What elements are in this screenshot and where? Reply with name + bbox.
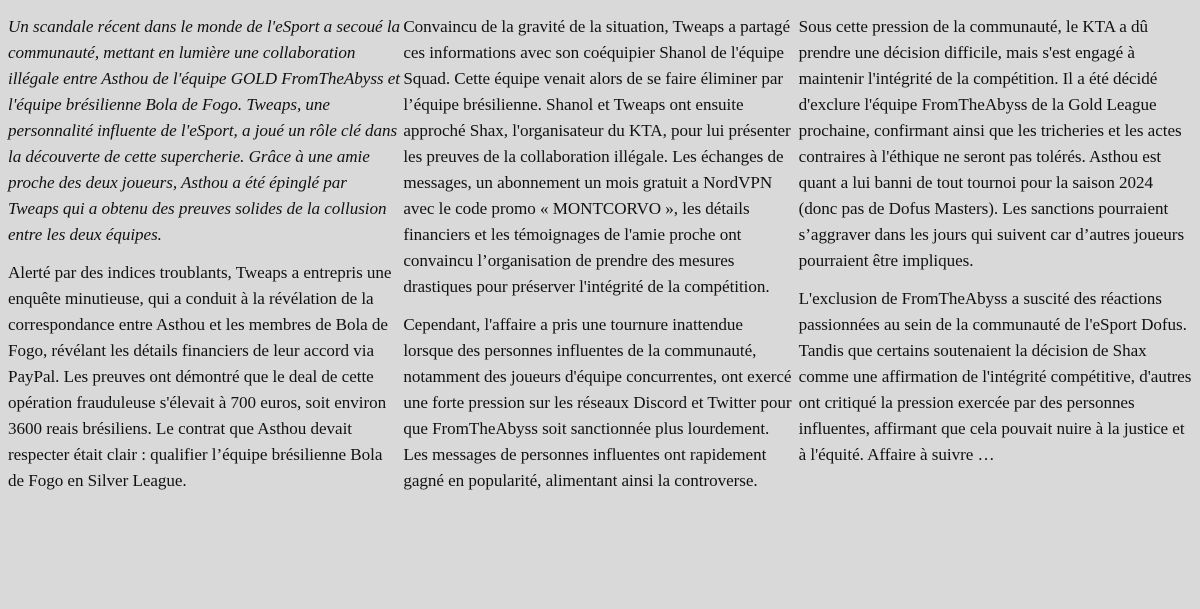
intro-paragraph: Un scandale récent dans le monde de l'eSport a secoué la communauté, mettant en lumière une collaboration illégale entre Asthou de l'équipe GOLD FromTheAbyss et l'équipe brésilienne Bola de Fogo. Tweaps, une personnalité influente de l'eSport, a joué un rôle clé dans la découverte de cette supercherie. Grâce à une amie proche des deux joueurs, Asthou a été épinglé par Tweaps qui a obtenu des preuves solides de la collusion entre les deux équipes.	[8, 17, 401, 244]
column-1	[8, 14, 403, 609]
decision-paragraph: Sous cette pression de la communauté, le KTA a dû prendre une décision difficile, mais s'est engagé à maintenir l'intégrité de la compétition. Il a été décidé d'exclure l'équipe FromTheAbyss de la Gold League prochaine, confirmant ainsi que les tricheries et les actes contraires à l'éthique ne seront pas tolérés. Asthou est quant a lui banni de tout tournoi pour la saison 2024 (donc pas de Dofus Masters). Les sanctions pourraient s’aggraver dans les jours qui suivent car d’autres joueurs pourraient être impliques.	[798, 17, 1185, 270]
controversy-paragraph: Cependant, l'affaire a pris une tournure inattendue lorsque des personnes influentes de la communauté, notamment des joueurs d'équipe concurrentes, ont exercé une forte pression sur les réseaux Discord et Twitter pour que FromTheAbyss soit sanctionnée plus lourdement. Les messages de personnes influentes ont rapidement gagné en popularité, alimentant ainsi la controverse.	[403, 315, 792, 490]
evidence-paragraph: Convaincu de la gravité de la situation, Tweaps a partagé ces informations avec son coéquipier Shanol de l'équipe Squad. Cette équipe venait alors de se faire éliminer par l’équipe brésilienne. Shanol et Tweaps ont ensuite approché Shax, l'organisateur du KTA, pour lui présenter les preuves de la collaboration illégale. Les échanges de messages, un abonnement un mois gratuit a NordVPN avec le code promo « MONTCORVO », les détails financiers et les témoignages de l'amie proche ont convaincu l’organisation de prendre des mesures drastiques pour préserver l'intégrité de la compétition.	[403, 17, 791, 296]
column-3	[799, 14, 1194, 609]
investigation-paragraph: Alerté par des indices troublants, Tweaps a entrepris une enquête minutieuse, qui a conduit à la révélation de la correspondance entre Asthou et les membres de Bola de Fogo, révélant les détails financiers de leur accord via PayPal. Les preuves ont démontré que le deal de cette opération frauduleuse s'élevait à 700 euros, soit environ 3600 reais brésiliens. Le contrat que Asthou devait respecter était clair : qualifier l’équipe brésilienne Bola de Fogo en Silver League.	[8, 263, 392, 490]
reaction-paragraph: L'exclusion de FromTheAbyss a suscité des réactions passionnées au sein de la communauté de l'eSport Dofus. Tandis que certains soutenaient la décision de Shax comme une affirmation de l'intégrité compétitive, d'autres ont critiqué la pression exercée par des personnes influentes, affirmant que cela pouvait nuire à la justice et à l'équité. Affaire à suivre …	[798, 289, 1192, 464]
column-2	[403, 14, 798, 609]
